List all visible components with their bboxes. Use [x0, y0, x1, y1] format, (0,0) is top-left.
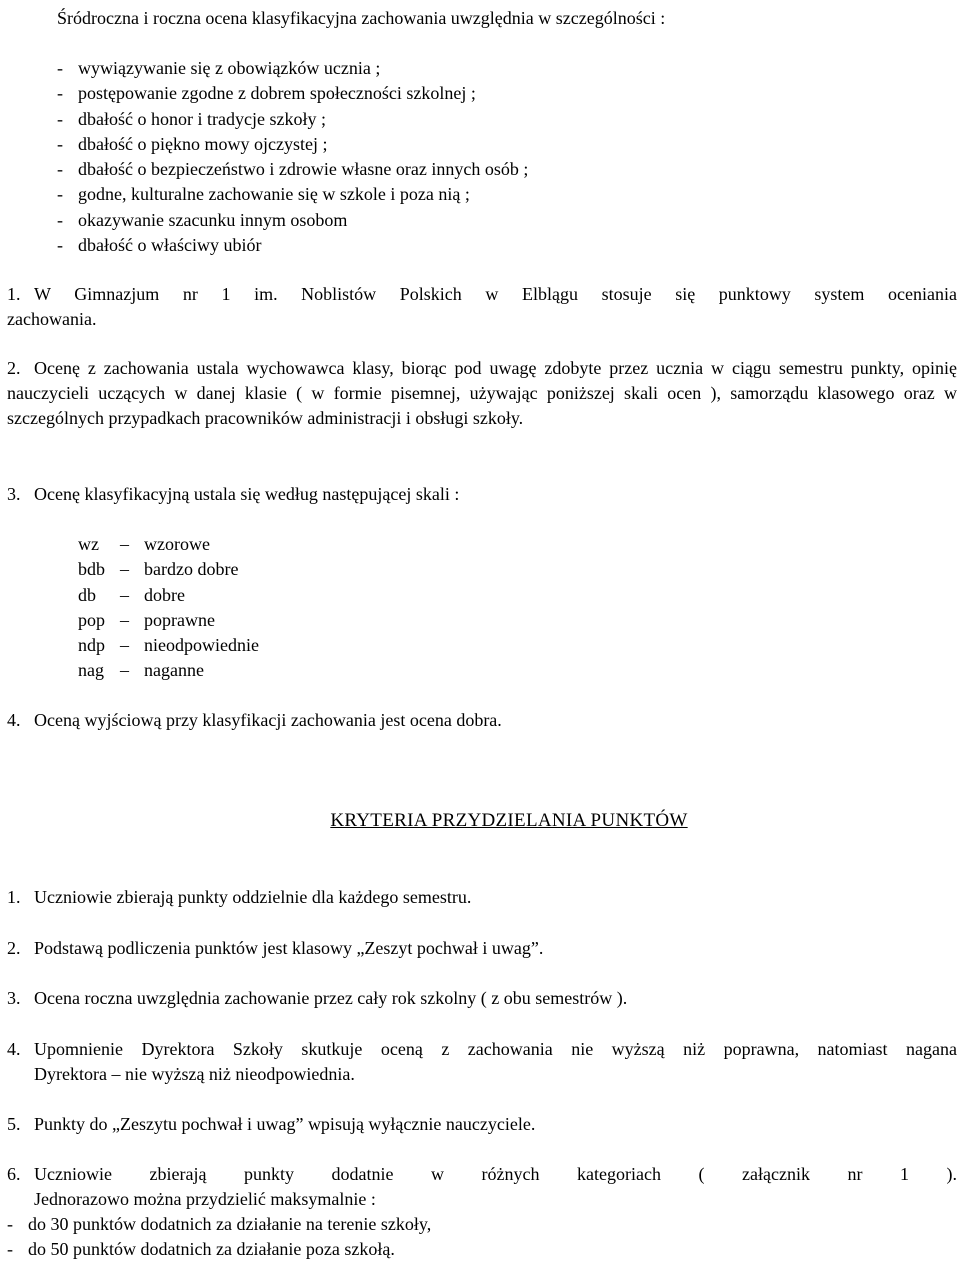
list-item: - dbałość o właściwy ubiór: [57, 235, 262, 256]
rule-text: Oceną wyjściową przy klasyfikacji zachowania jest ocena dobra.: [34, 710, 502, 730]
criterion-3: [7, 986, 957, 1011]
list-item: - godne, kulturalne zachowanie się w szkole i poza nią ;: [57, 184, 470, 205]
rule-4: [7, 708, 957, 733]
list-item: - do 30 punktów dodatnich za działanie na terenie szkoły,: [7, 1214, 432, 1234]
rule-text: Ocenę klasyfikacyjną ustala się według następującej skali :: [34, 484, 460, 504]
criterion-1: [7, 885, 957, 910]
rule-text-line: zachowania.: [7, 309, 97, 329]
list-item: - okazywanie szacunku innym osobom: [57, 209, 348, 230]
criterion-text-line: Upomnienie Dyrektora Szkoły skutkuje oceną z zachowania nie wyższą niż poprawna, natomiast nagana: [34, 1039, 957, 1059]
rule-text-line: W Gimnazjum nr 1 im. Noblistów Polskich w Elblągu stosuje się punktowy system oceniania: [34, 284, 957, 304]
list-item: - dbałość o piękno mowy ojczystej ;: [57, 133, 328, 154]
criterion-number: 4.: [7, 1039, 21, 1059]
scale-row: bdb – bardzo dobre: [78, 559, 239, 580]
criterion-4: [7, 1037, 957, 1087]
rule-text: Ocenę z zachowania ustala wychowawca klasy, biorąc pod uwagę zdobyte przez ucznia w ciągu semestru punkty, opinię nauczycieli uczących w danej klasie ( w formie pisemnej, używając poniższej skali ocen ), samorządu klasowego oraz w szczególnych przypadkach pracowników administracji i obsługi szkoły.: [7, 358, 957, 428]
criterion-number: 3.: [7, 988, 21, 1008]
list-item: - postępowanie zgodne z dobrem społeczności szkolnej ;: [57, 83, 476, 104]
section-title: KRYTERIA PRZYDZIELANIA PUNKTÓW: [330, 810, 688, 831]
criterion-number: 1.: [7, 887, 21, 907]
scale-row: nag – naganne: [78, 660, 204, 681]
rule-2: [7, 356, 957, 431]
scale-row: pop – poprawne: [78, 609, 215, 630]
criterion-text: Uczniowie zbierają punkty oddzielnie dla każdego semestru.: [34, 887, 472, 907]
criterion-6: [7, 1162, 957, 1262]
criterion-text: Punkty do „Zeszytu pochwał i uwag” wpisują wyłącznie nauczyciele.: [34, 1114, 536, 1134]
intro-heading: Śródroczna i roczna ocena klasyfikacyjna zachowania uwzględnia w szczególności :: [57, 8, 666, 28]
rule-3: [7, 482, 957, 507]
list-item: - wywiązywanie się z obowiązków ucznia ;: [57, 58, 381, 78]
criterion-2: [7, 936, 957, 961]
criterion-text-line: Uczniowie zbierają punkty dodatnie w różnych kategoriach ( załącznik nr 1 ).: [34, 1164, 957, 1184]
grading-scale: [78, 532, 259, 684]
scale-row: ndp – nieodpowiednie: [78, 635, 259, 656]
criterion-5: [7, 1112, 957, 1137]
intro-bullet-list: [57, 56, 528, 258]
criterion-text: Ocena roczna uwzględnia zachowanie przez cały rok szkolny ( z obu semestrów ).: [34, 988, 628, 1008]
criterion-number: 2.: [7, 938, 21, 958]
scale-row: wz – wzorowe: [78, 534, 210, 554]
criterion-sublist: [7, 1212, 957, 1262]
rule-number: 2.: [7, 358, 21, 378]
rule-number: 3.: [7, 484, 21, 504]
list-item: - dbałość o bezpieczeństwo i zdrowie własne oraz innych osób ;: [57, 159, 529, 180]
list-item: - do 50 punktów dodatnich za działanie poza szkołą.: [7, 1239, 395, 1259]
rule-number: 1.: [7, 284, 21, 304]
criterion-number: 5.: [7, 1114, 21, 1134]
rule-1: [7, 282, 957, 332]
list-item: - dbałość o honor i tradycje szkoły ;: [57, 108, 326, 129]
criterion-text-line: Jednorazowo można przydzielić maksymalnie :: [34, 1189, 376, 1209]
criterion-text-line: Dyrektora – nie wyższą niż nieodpowiednia.: [34, 1064, 355, 1084]
criterion-number: 6.: [7, 1164, 21, 1184]
criterion-text: Podstawą podliczenia punktów jest klasowy „Zeszyt pochwał i uwag”.: [34, 938, 544, 958]
scale-row: db – dobre: [78, 584, 185, 605]
rule-number: 4.: [7, 710, 21, 730]
